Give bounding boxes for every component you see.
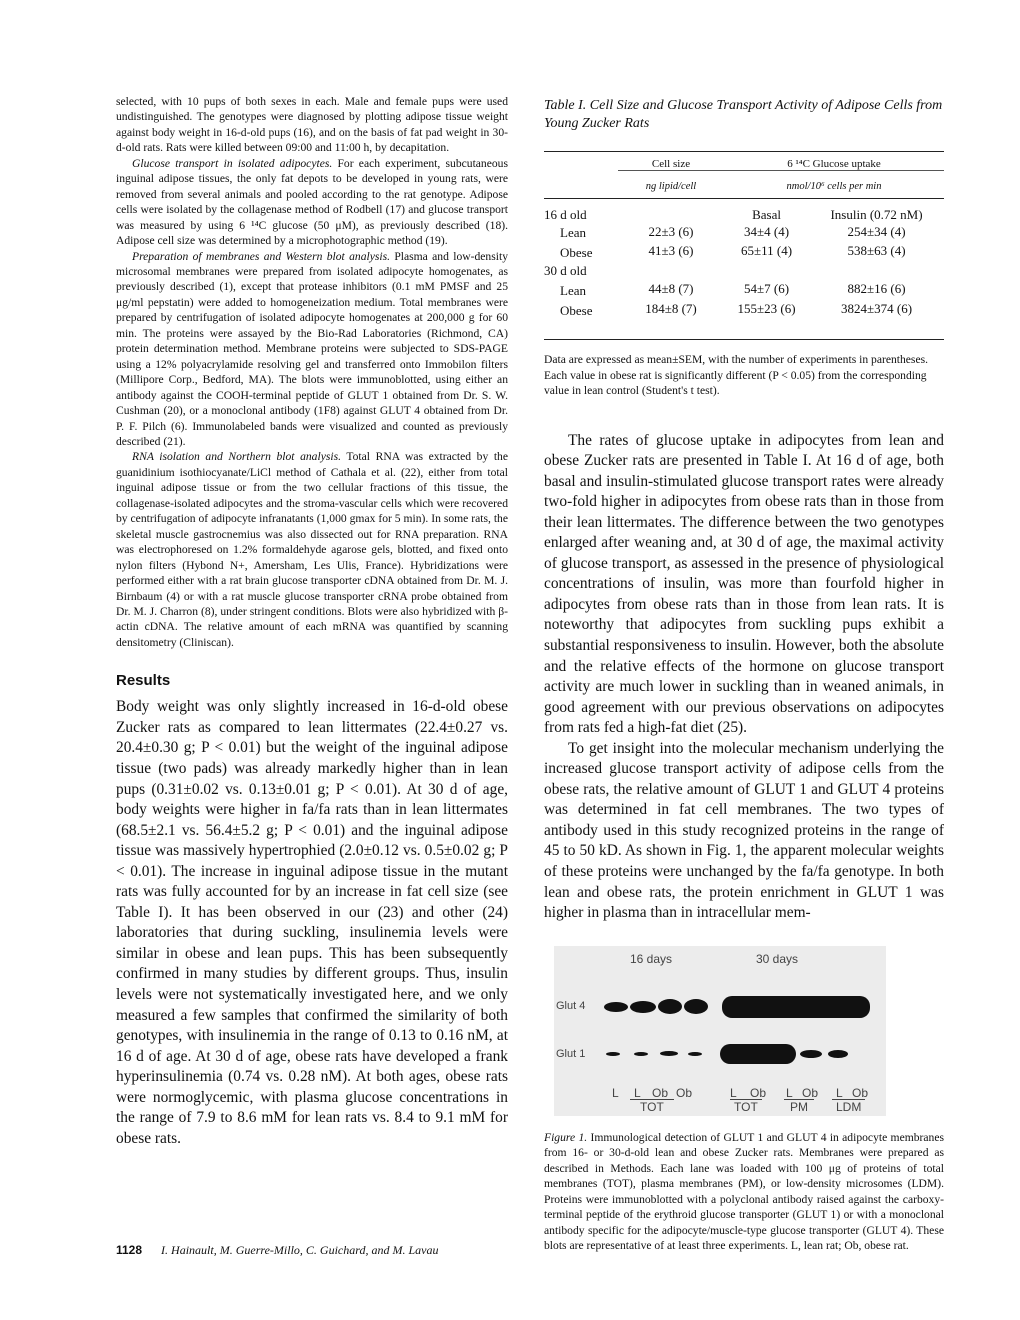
lane-label: L (634, 1085, 641, 1100)
lane-label: L (836, 1085, 843, 1100)
paragraph-4-body: Total RNA was extracted by the guanidinium isothiocyanate/LiCl method of Cathala et al. (22), either from total inguinal adipose tissue or from the two cellular fractions of this tissue, the collagenase-isolated adipocytes and the stroma-vascular cells which were recovered by centrifugation of adipocyte infranatants (1,000 gmax for 5 min). In some rats, the skeletal muscle gastrocnemius was also dissected out for RNA preparation. RNA was electrophoresed on 1.2% formaldehyde agarose gels, blotted, and fixed onto nylon filters (Hybond N+, Amersham, Les Ulis, France). Hybridizations were performed either with a rat brain glucose transporter cDNA obtained from Dr. M. J. Birnbaum (4) or with a rat muscle glucose transporter cRNA probe obtained from Dr. M. J. Charron (8), under stringent conditions. Blots were also hybridized with β-actin cDNA. The relative amount of each mRNA was quantified by scanning densitometry (Cliniscan). (116, 450, 509, 649)
western-blot-figure (554, 946, 886, 1116)
paragraph-3-body: Plasma and low-density microsomal membranes were prepared from isolated adipocyte homogenates, as previously described (1), except that protease inhibitors (0.1 mM PMSF and 25 μg/ml pepstatin) were added to homogeneization medium. Total membranes were prepared by centrifugation of isolated adipocyte homogenates at 200,000 g for 60 min. The proteins were assayed by the Bio-Rad Laboratories (Richmond, CA) protein determination method. Membrane proteins were subjected to SDS-PAGE using a 12% polyacrylamide resolving gel and transferred onto Immobilon filters (Millipore Corp., Bedford, MA). The blots were immunoblotted, using either an antibody against the COOH-terminal peptide of GLUT 1 obtained from Dr. S. W. Cushman (20), or a monoclonal antibody (1F8) against GLUT 4 obtained from Dr. P. F. Pilch (6). Immunolabeled bands were visualized and counted as previously described (21). (116, 249, 508, 448)
group-label: TOT (730, 1099, 762, 1114)
subheading-membranes: Preparation of membranes and Western blot analysis. (132, 249, 390, 263)
page-footer (116, 1243, 438, 1258)
table-row-30d (544, 261, 944, 279)
col-cell-size: Cell size (651, 158, 691, 170)
table-row (544, 241, 944, 261)
label-glut1: Glut 1 (556, 1047, 586, 1060)
label-30-days: 30 days (756, 951, 799, 966)
lane-label: Ob (852, 1085, 869, 1100)
col-insulin: Insulin (0.72 nM) (830, 207, 923, 222)
lane-label: L (612, 1085, 619, 1100)
blot-band (720, 1044, 796, 1064)
cell-size-value: 41±3 (6) (648, 243, 694, 258)
col-basal: Basal (752, 207, 781, 222)
row-label: Lean (560, 225, 586, 240)
results-paragraph-right-2: To get insight into the molecular mechanism underlying the increased glucose transport activity of adipose cells from the obese rats, the relative amount of GLUT 1 and GLUT 4 proteins was determined in fat cell membranes. The two types of antibody used in this study recognized proteins in the range of 45 to 50 kD. As shown in Fig. 1, the apparent molecular weights of these proteins were unchanged by the fa/fa genotype. In both lean and obese rats, the protein enrichment in GLUT 1 was higher in plasma than in intracellular mem- (544, 739, 944, 922)
table-row-16d (544, 199, 944, 224)
table-header-row (544, 152, 944, 171)
row-label: Obese (560, 303, 593, 318)
insulin-value: 538±63 (4) (847, 243, 906, 258)
blot-band (658, 999, 682, 1014)
results-paragraph-right-1: The rates of glucose uptake in adipocytes from lean and obese Zucker rats are presented in Table I. At 16 d of age, both basal and insulin-stimulated glucose transport rates were already two-fold higher in adipocytes from obese rats than in those from their lean littermates. The difference between the two genotypes enlarged after weaning and, at 30 d of age, the maximal activity of glucose transport, as assessed in the presence of physiological concentrations of insulin, was more than fourfold higher in adipocytes from obese rats than in those from lean rats. It is noteworthy that adipocytes from suckling pups exhibit a substantial responsiveness to insulin. However, both the absolute and the relative effects of the hormone on glucose transport activity are much lower in suckling than in weaned animals, in good agreement with our previous observations on adipocytes from rats fed a high-fat diet (25). (544, 431, 944, 737)
basal-value: 65±11 (4) (740, 243, 793, 258)
lane-label: Ob (652, 1085, 669, 1100)
cell-size-value: 44±8 (7) (648, 281, 694, 296)
lane-label: Ob (802, 1085, 819, 1100)
blot-band (606, 1052, 620, 1056)
row-label: 16 d old (544, 207, 587, 222)
blot-band (800, 1050, 822, 1058)
blot-band (630, 1001, 656, 1013)
blot-band (722, 996, 870, 1018)
subheading-glucose-transport: Glucose transport in isolated adipocytes. (132, 156, 333, 170)
results-heading: Results (116, 672, 171, 690)
table-row (544, 223, 944, 241)
unit-uptake: nmol/10⁶ cells per min (724, 171, 944, 199)
table-row (544, 279, 944, 299)
blot-band (604, 1002, 628, 1012)
blot-band (634, 1052, 648, 1056)
table-title: Table I. Cell Size and Glucose Transport Activity of Adipose Cells from Young Zucker Rats (544, 98, 943, 131)
table-note: Data are expressed as mean±SEM, with the number of experiments in parentheses. Each value in obese rat is significantly different (P < 0.05) from the corresponding value in lean control (Student's t test). (544, 353, 929, 397)
col-glucose-uptake: 6 ¹⁴C Glucose uptake (787, 158, 881, 170)
caption-lead: Figure 1. (544, 1130, 588, 1144)
blot-band (688, 1052, 702, 1056)
results-paragraph: Body weight was only slightly increased in 16-d-old obese Zucker rats as compared to lean littermates (22.4±0.27 vs. 20.4±0.30 g; P < 0.01) but the weight of the inguinal adipose tissue (two pads) was already markedly higher than in lean pups (0.31±0.02 vs. 0.13±0.01 g; P < 0.01). At 30 d of age, body weights were higher in fa/fa rats than in lean littermates (68.5±2.1 vs. 56.4±5.2 g; P < 0.01) and the inguinal adipose tissue was massively hypertrophied (2.0±0.12 vs. 0.5±0.02 g; P < 0.01). The increase in inguinal adipose tissue in the mutant rats was fully accounted for by an increase in fat cell size (see Table I). It has been observed in our (23) and other (24) laboratories that during suckling, insulinemia levels were similar in obese and lean pups. This has been subsequently confirmed in many studies by different groups. Thus, insulin levels were not systematically investigated here, and we only measured a few samples that confirmed the similarity of both genotypes, with insulinemia in the range of 0.13 to 0.16 nM, at 16 d of age. At 30 d of age, obese rats have developed a frank hyperinsulinemia (0.74 vs. 0.28 nM). At both ages, obese rats were normoglycemic, with plasma glucose concentrations in the range of 7.9 to 8.6 mM for lean rats vs. 8.4 to 9.1 mM for obese rats. (116, 698, 508, 1147)
row-label: Obese (560, 245, 593, 260)
data-table (544, 151, 944, 340)
insulin-value: 254±34 (4) (847, 224, 906, 239)
row-label: Lean (560, 283, 586, 298)
label-glut4: Glut 4 (556, 999, 586, 1012)
insulin-value: 3824±374 (6) (841, 301, 913, 316)
group-label: PM (784, 1099, 814, 1114)
subheading-rna: RNA isolation and Northern blot analysis. (132, 450, 341, 464)
basal-value: 155±23 (6) (737, 301, 796, 316)
group-label: LDM (832, 1099, 865, 1114)
row-label: 30 d old (544, 263, 587, 278)
right-column (544, 97, 944, 1254)
unit-cell: ng lipid/cell (618, 171, 724, 199)
insulin-value: 882±16 (6) (847, 281, 906, 296)
caption-body: Immunological detection of GLUT 1 and GLUT 4 in adipocyte membranes from 16- or 30-d-old lean and obese Zucker rats. Membranes were prepared as described in Methods. Each lane was loaded with 100 μg of proteins of total membranes (TOT), plasma membranes (PM), or low-density microsomes (LDM). Proteins were immunoblotted with a polyclonal antibody raised against the carboxy-terminal peptide of the erythroid glucose transporter (GLUT 1) or with a monoclonal antibody specific for the adipocyte/muscle-type glucose transporter (GLUT 4). These blots are representative of at least three experiments. L, lean rat; Ob, obese rat. (544, 1130, 944, 1253)
methods-paragraph-4 (116, 449, 508, 650)
figure-caption (544, 1130, 944, 1254)
basal-value: 54±7 (6) (744, 281, 790, 296)
paragraph-2-body: For each experiment, subcutaneous inguinal adipose tissues, the only fat depots to be developed in young rats, were removed from several animals and pooled according to the rat genotype. Adipose cells were isolated by the collagenase method of Rodbell (17) and glucose transport was measured by using 6 ¹⁴C glucose (50 μM), as previously described (18). Adipose cell size was determined by a microphotographic method (19). (116, 156, 508, 248)
table-row (544, 299, 944, 340)
basal-value: 34±4 (4) (744, 224, 790, 239)
label-16-days: 16 days (630, 951, 673, 966)
lane-label: Ob (750, 1085, 767, 1100)
footer-authors: I. Hainault, M. Guerre-Millo, C. Guichard, and M. Lavau (161, 1243, 439, 1257)
methods-paragraph-3 (116, 249, 508, 450)
lane-label: Ob (676, 1085, 693, 1100)
cell-size-value: 184±8 (7) (645, 301, 697, 316)
cell-size-value: 22±3 (6) (648, 224, 694, 239)
table-unit-row (544, 171, 944, 199)
methods-paragraph-1: selected, with 10 pups of both sexes in each. Male and female pups were used undistinguished. The genotypes were diagnosed by plotting adipose tissue weight against body weight in 16-d-old pups (16), and on the basis of fat pad weight in 30-d-old rats. Rats were killed between 09:00 and 11:00 h, by decapitation. (116, 95, 508, 155)
methods-paragraph-2 (116, 156, 508, 249)
left-column (116, 94, 508, 1149)
lane-label: L (730, 1085, 737, 1100)
page-number: 1128 (116, 1243, 143, 1257)
blot-band (828, 1050, 848, 1058)
group-label: TOT (630, 1099, 674, 1114)
lane-label: L (786, 1085, 793, 1100)
blot-band (684, 999, 708, 1014)
blot-band (660, 1051, 678, 1056)
